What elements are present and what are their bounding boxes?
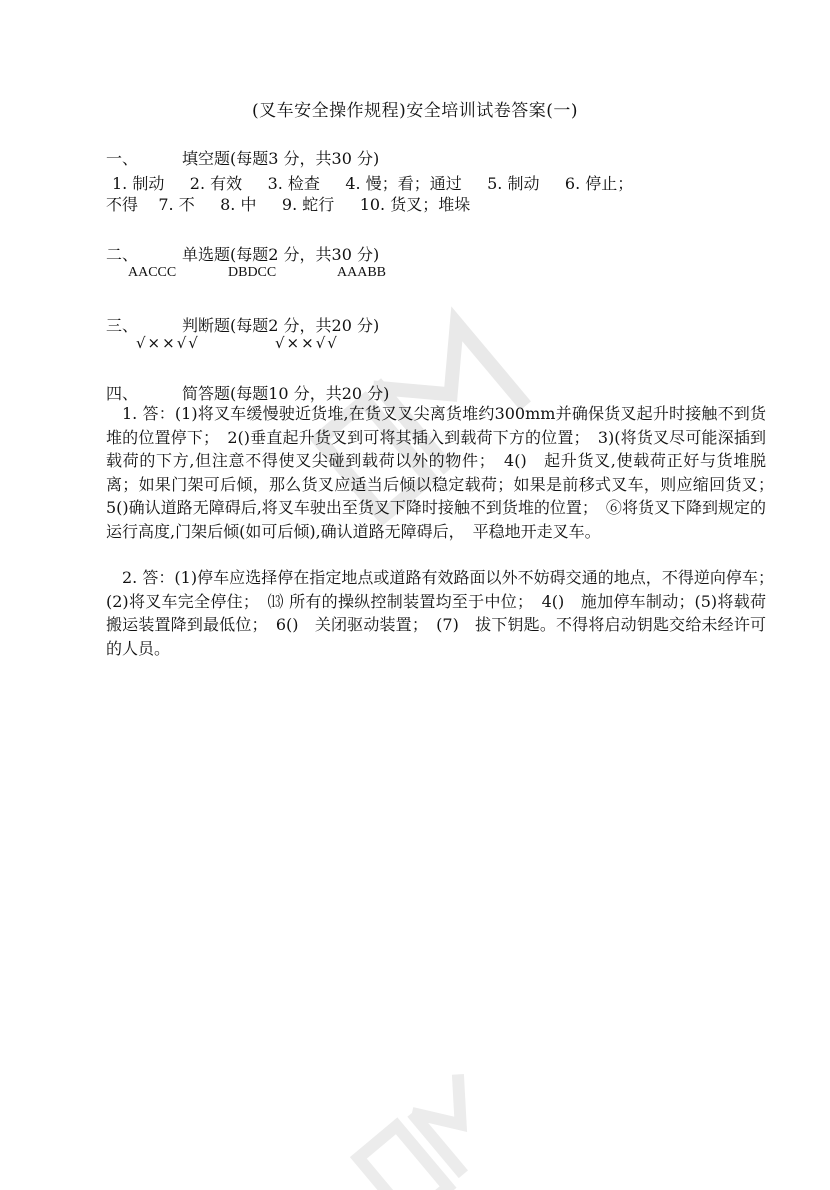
section-title: 填空题(每题3 分，共30 分): [182, 149, 380, 168]
section-heading: [106, 242, 379, 265]
answer-paragraph: 1. 答：(1)将叉车缓慢驶近货堆,在货叉叉尖离货堆约300mm并确保货叉起升时接触不到货堆的位置停下； 2()垂直起升货叉到可将其插入到载荷下方的位置； 3)(将货叉尽可能深插到载荷的下方,但注意不得使叉尖碰到载荷以外的物件； 4() 起升货叉,使载荷正好与货堆脱离；如果门架可后倾，那么货叉应适当后倾以稳定载荷；如果是前移式叉车，则应缩回货叉； 5()确认道路无障碍后,将叉车驶出至货叉下降时接触不到货堆的位置； ⑥将货叉下降到规定的运行高度,门架后倾(如可后倾),确认道路无障碍后， 平稳地开走叉车。: [106, 404, 783, 541]
answer-group: AAABB: [337, 265, 387, 280]
section-number: 三、: [106, 316, 139, 335]
answer-group: AACCC: [128, 265, 177, 280]
document-title: (叉车安全操作规程)安全培训试卷答案(一): [251, 101, 579, 121]
answer-group: √××√√: [136, 334, 200, 352]
answer-group: DBDCC: [228, 265, 277, 280]
section-title: 简答题(每题10 分，共20 分): [182, 384, 390, 403]
section-heading: [106, 381, 389, 404]
answer-paragraph: 2. 答：(1)停车应选择停在指定地点或道路有效路面以外不妨碍交通的地点，不得逆向停车； (2)将叉车完全停住； ⒀ 所有的操纵控制装置均至于中位； 4() 施加停车制动；(5)将载荷搬运装置降到最低位； 6() 关闭驱动装置； (7) 拔下钥匙。不得将启动钥匙交给未经许可的人员。: [106, 568, 783, 658]
section-title: 判断题(每题2 分，共20 分): [182, 316, 380, 335]
section-title: 单选题(每题2 分，共30 分): [182, 245, 380, 264]
answer-group: √××√√: [275, 334, 339, 352]
section-number: 四、: [106, 384, 139, 403]
section-number: 一、: [106, 149, 139, 168]
watermark-logo-icon: [330, 1070, 530, 1190]
answer-line: 1. 制动 2. 有效 3. 检查 4. 慢；看；通过 5. 制动 6. 停止；: [112, 174, 634, 193]
section-heading: [106, 313, 379, 336]
section-number: 二、: [106, 245, 139, 264]
section-heading: [106, 146, 379, 169]
answer-line: 不得 7. 不 8. 中 9. 蛇行 10. 货叉；堆垛: [106, 195, 471, 214]
